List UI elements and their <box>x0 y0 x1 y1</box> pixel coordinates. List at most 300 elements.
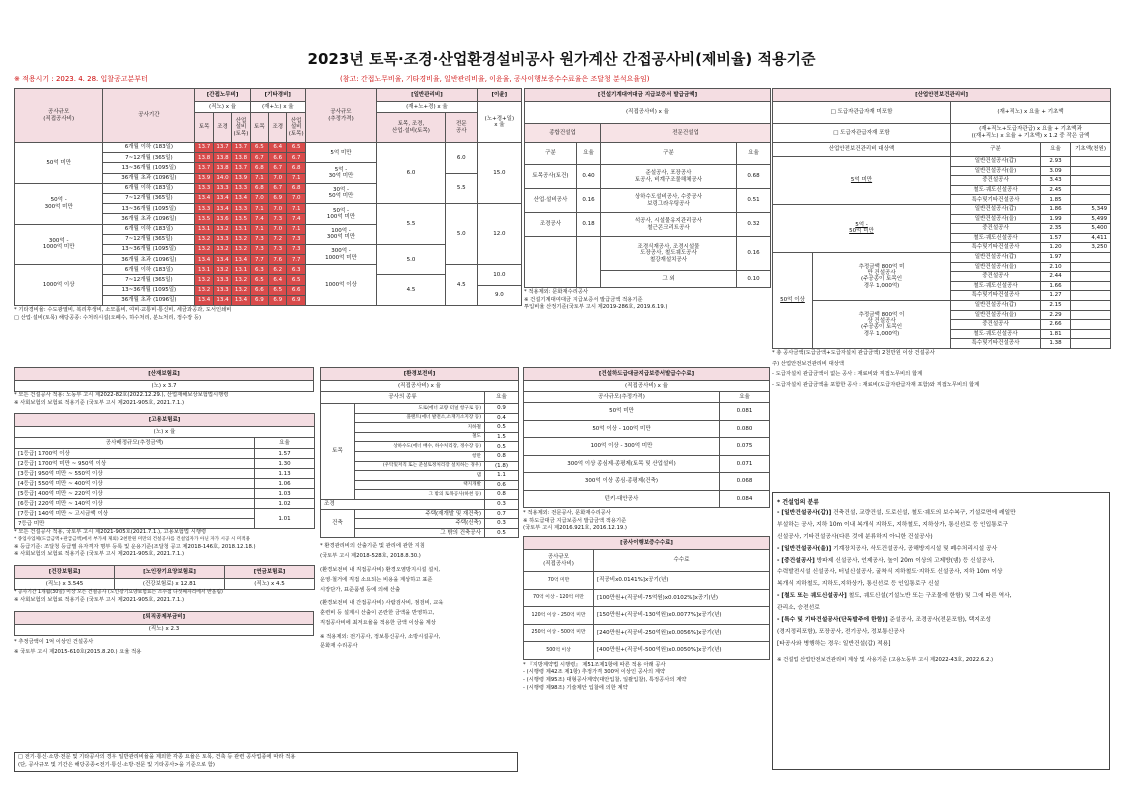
subc-scale: 50억 미만 <box>524 403 720 421</box>
rate-cell: 7.7 <box>287 255 305 265</box>
safety-base <box>1071 176 1111 186</box>
special-header: 전문건설업 <box>601 124 771 143</box>
accident-note: * 모든 건설공사 적용: 노동부 고시 제2022-82호(2022.12.29.), 산업재해보상보험법시행령 <box>14 392 229 398</box>
safety-base <box>1071 185 1111 195</box>
classification-label: - [일반건설공사(갑)] <box>777 510 832 516</box>
period-cell: 7~12개월 (365일) <box>103 153 195 163</box>
admin-special-cell: 5.0 <box>445 204 477 265</box>
rate-cell: 13.3 <box>232 204 250 214</box>
safety-type: 철도·궤도신설공사 <box>951 329 1041 339</box>
rate-cell: 13.6 <box>213 214 231 224</box>
classification-line <box>777 556 1105 568</box>
env-h1: 공사의 종류 <box>321 392 485 404</box>
rate-cell: 7.1 <box>287 224 305 234</box>
period-cell: 7~12개월 (365일) <box>103 275 195 285</box>
safety-base <box>1071 339 1111 349</box>
rate-cell: 13.9 <box>195 173 213 183</box>
rate-cell: 13.7 <box>195 163 213 173</box>
estimate-scale-cell: 300억 - 1000억 미만 <box>305 244 376 264</box>
safety-base <box>1071 195 1111 205</box>
rate-cell: 6.8 <box>250 183 268 193</box>
admin-special-cell: 4.5 <box>445 265 477 306</box>
rate-cell: 7.0 <box>269 173 287 183</box>
subc-note: * 적용제외: 전문공사, 문화재수리공사 <box>523 510 611 516</box>
subc-row <box>524 403 770 421</box>
employment-rate: 1.01 <box>255 509 315 529</box>
header-other-expenses: [기타경비] <box>250 89 305 102</box>
special-type: 준설공사, 포장공사 토공사, 비계구조물해체공사 <box>601 165 737 189</box>
safety-group-1: 5억 미만 <box>773 157 951 205</box>
table-row <box>15 427 315 438</box>
employment-row <box>15 499 315 509</box>
safety-rate: 2.45 <box>1041 185 1071 195</box>
admin-rate-cell: 6.0 <box>377 143 446 204</box>
scale-cell: 50억 - 300억 미만 <box>15 183 103 224</box>
safety-title: [산업안전보건관리비] <box>773 89 1111 102</box>
safety-rate: 2.93 <box>1041 157 1071 167</box>
employment-formula: (노) x 율 <box>15 427 315 438</box>
safety-rate: 1.27 <box>1041 291 1071 301</box>
bottom-note <box>14 752 518 772</box>
rate-cell: 7.0 <box>269 204 287 214</box>
sub-header: 산업 설비 (토목) <box>287 113 305 143</box>
env-rate: (1.8) <box>485 461 519 471</box>
subc-h2: 요율 <box>720 392 770 403</box>
safety-type: 특수및기타건설공사 <box>951 243 1041 253</box>
rate-cell: 6.6 <box>250 285 268 295</box>
safety-base <box>1071 291 1111 301</box>
general-type: 산업·설비공사 <box>525 189 577 213</box>
classification-title: * 건설업의 분류 <box>777 499 820 506</box>
profit-cell: 15.0 <box>477 143 521 204</box>
rate-cell: 13.7 <box>195 143 213 153</box>
safety-rate: 1.38 <box>1041 339 1071 349</box>
table-row <box>15 579 315 590</box>
safety-opt2-formula: ((재+직노) x 요율 + 기초액) x 1.2 중 작은 금액 <box>971 133 1090 139</box>
special-rate: 0.32 <box>737 213 771 237</box>
safety-base: 4,411 <box>1071 233 1111 243</box>
header-scale: 공사규모 (직접공사비) <box>15 89 103 143</box>
env-rate: 0.5 <box>485 442 519 452</box>
rate-header: 요율 <box>737 143 771 165</box>
safety-type-header: 구분 <box>951 143 1041 157</box>
table-row <box>525 165 771 189</box>
table-row <box>525 237 771 271</box>
rate-cell: 13.2 <box>213 244 231 254</box>
bottom-note-line: (단, 공사규모 및 기간은 해당공종<전기·통신·소방·전문 및 기타공사>을 기준으로 함) <box>18 761 215 768</box>
employment-grade: 7등급 미만 <box>15 519 255 529</box>
employment-grade: [3등급] 950억 미만 ~ 550억 이상 <box>15 469 255 479</box>
table-row <box>15 566 315 579</box>
table-row <box>321 392 519 404</box>
table-row <box>15 624 314 635</box>
perf-scale: 120억 이상 - 250억 미만 <box>524 607 594 625</box>
estimate-scale-cell: 50억 - 100억 미만 <box>305 204 376 224</box>
env-group-landscape: 조경 <box>321 499 485 509</box>
rate-cell: 13.2 <box>195 285 213 295</box>
safety-note: * 총 공사금액(도급금액+도급자설치 관급금액) 2천만원 이상 건설공사 <box>772 349 935 356</box>
env-type: 주택(신축) <box>355 519 485 529</box>
safety-opt2: □ 도급자관급자재 포함 <box>773 124 951 143</box>
subc-row <box>524 420 770 438</box>
sub-header: 조경 <box>269 113 287 143</box>
rate-cell: 6.8 <box>287 183 305 193</box>
rate-cell: 13.8 <box>195 153 213 163</box>
classification-text: 기계장치공사, 삭도건설공사, 공해방지시설 및 폐수처리시설 공사 <box>831 545 998 552</box>
rate-cell: 13.2 <box>232 234 250 244</box>
safety-type: 특수및기타건설공사 <box>951 291 1041 301</box>
special-type: 조경식재공사, 조경시설물 도장공사, 철도궤도공사 철강재설치공사 <box>601 237 737 271</box>
rate-cell: 14.0 <box>213 173 231 183</box>
classification-text: 신설공사, 기타건설공사(다른 것에 분류하지 아니한 건설공사) <box>777 533 933 540</box>
perf-scale: 70억 이상 - 120억 미만 <box>524 589 594 607</box>
table-row <box>773 89 1111 102</box>
subc-row <box>524 455 770 473</box>
employment-rate: 1.02 <box>255 499 315 509</box>
env-formula: (직접공사비) x 율 <box>321 381 519 392</box>
rate-cell: 13.7 <box>232 143 250 153</box>
rate-cell: 6.5 <box>287 143 305 153</box>
safety-opt1-formula: (재+직노) x 요율 + 기초액 <box>951 102 1111 124</box>
employment-h2: 요율 <box>255 438 315 449</box>
safety-rate: 3.09 <box>1041 166 1071 176</box>
env-note: 시장단가, 표준품셈 등에 의해 산출 <box>320 586 401 593</box>
special-type: 그 외 <box>601 271 737 288</box>
accident-formula: (노) x 3.7 <box>15 381 314 392</box>
perf-note: - (시행령 제42조 제1항) 추정가격 300억 이상인 공사의 계약 <box>523 669 666 676</box>
rate-cell: 7.0 <box>269 224 287 234</box>
rate-cell: 6.8 <box>250 163 268 173</box>
safety-type: 일반건설공사(갑) <box>951 252 1041 262</box>
admin-special-cell: 6.0 <box>445 143 477 174</box>
accident-note: ※ 사회보험의 보험료 적용기준 (국토부 고시 제2021-905호, 2021.7.1.) <box>14 399 185 406</box>
safety-type: 중건설공사 <box>951 320 1041 330</box>
env-rate: 0.6 <box>485 480 519 490</box>
estimate-scale-cell: 5억 - 30억 미만 <box>305 163 376 183</box>
safety-rate: 2.29 <box>1041 310 1071 320</box>
table-cell <box>525 237 577 288</box>
guarantee-note: * 적용제외: 문화재수리공사 <box>524 289 589 295</box>
special-rate: 0.51 <box>737 189 771 213</box>
table-row <box>525 89 771 102</box>
rate-header: 요율 <box>577 143 601 165</box>
subc-rate: 0.080 <box>720 420 770 438</box>
env-rate: 0.8 <box>485 490 519 500</box>
perf-note: - (시행령 제98조) 기술제안 입찰에 의한 계약 <box>523 684 628 691</box>
rate-cell: 6.3 <box>287 265 305 275</box>
guarantee-section <box>524 88 770 312</box>
rate-cell: 6.7 <box>269 163 287 173</box>
main-rate-table <box>14 88 522 322</box>
period-cell: 13~36개월 (1095일) <box>103 204 195 214</box>
classification-foot: ※ 건설업 산업안전보건관리비 계상 및 사용기준 (고용노동부 고시 제2022-43호, 2022.6.2.) <box>777 656 994 663</box>
safety-row <box>773 157 1111 167</box>
table-row <box>15 438 315 449</box>
general-rate: 0.16 <box>577 189 601 213</box>
env-rate: 0.5 <box>485 528 519 538</box>
env-note: (환경보전비 내 간접공사비) 사람검사비, 점검비, 교육 <box>320 600 444 607</box>
perf-fee: [100만원+(직공비-75억원)x0.0102%]x공기(년) <box>594 589 770 607</box>
safety-rate: 3.43 <box>1041 176 1071 186</box>
env-rate: 0.8 <box>485 451 519 461</box>
env-note: 문화재 수리공사 <box>320 643 358 650</box>
employment-row <box>15 509 315 519</box>
rate-cell: 13.3 <box>213 234 231 244</box>
table-row <box>525 124 771 143</box>
perf-title: [공사이행보증수수료] <box>524 537 770 550</box>
subc-row <box>524 490 770 508</box>
classification-label: - [철도 또는 궤도신설공사] <box>777 593 847 600</box>
table-row <box>773 143 1111 157</box>
rate-cell: 13.4 <box>232 255 250 265</box>
classification-text: 철도, 궤도신설(기설노반 또는 구조물에 한함) 및 그에 따른 역사, <box>846 593 1012 600</box>
rate-cell: 13.2 <box>213 224 231 234</box>
employment-note: * 종업사업체(도급금액+관급금액)에서 부가세 제외) 2천만원 미만의 건설공사를 건설업자가 아닌 자가 시공 시 미적용 <box>14 537 251 543</box>
env-row <box>321 499 519 509</box>
table-row <box>525 189 771 213</box>
type-header: 구분 <box>601 143 737 165</box>
rate-cell: 13.4 <box>213 204 231 214</box>
page-title: 2023년 토목·조경·산업환경설비공사 원가계산 간접공사비(제비율) 적용기준 <box>307 50 816 68</box>
rate-cell: 7.3 <box>287 234 305 244</box>
safety-rate: 2.15 <box>1041 300 1071 310</box>
employment-note: * 모든 건설공사 적용, 국토부 고시 제2021-905호(2021.7.1.), 고용보험법 시행령 <box>14 529 207 536</box>
rate-cell: 7.3 <box>269 214 287 224</box>
rate-cell: 7.0 <box>287 193 305 203</box>
safety-rate: 1.97 <box>1041 252 1071 262</box>
type-header: 구분 <box>525 143 577 165</box>
classification-line <box>777 591 1105 603</box>
table-cell <box>577 237 601 288</box>
subc-note: (국토부 고시 제2016.921호, 2016.12.19.) <box>523 525 627 532</box>
admin-rate-cell: 5.0 <box>377 244 446 275</box>
classification-box <box>772 492 1110 770</box>
safety-type: 일반건설공사(갑) <box>951 157 1041 167</box>
rate-cell: 13.8 <box>232 153 250 163</box>
safety-base-header: 기초액(천원) <box>1071 143 1111 157</box>
env-type: 주택(재개발 및 재건축) <box>355 509 485 519</box>
rate-cell: 13.3 <box>195 183 213 193</box>
retire-note: * 추정금액이 1억 이상인 건설공사 <box>14 638 94 645</box>
rate-cell: 6.6 <box>287 285 305 295</box>
rate-cell: 13.2 <box>195 234 213 244</box>
special-type: 석공사, 시설물유지관리공사 철근콘크리트공사 <box>601 213 737 237</box>
employment-rate: 1.57 <box>255 449 315 459</box>
perf-scale: 70억 미만 <box>524 572 594 590</box>
safety-rate: 1.20 <box>1041 243 1071 253</box>
safety-base <box>1071 281 1111 291</box>
subc-rate: 0.075 <box>720 438 770 456</box>
table-row <box>321 381 519 392</box>
perf-row <box>524 589 770 607</box>
rate-cell: 6.7 <box>287 153 305 163</box>
sub-header: 토목 <box>250 113 268 143</box>
rate-cell: 13.4 <box>195 255 213 265</box>
classification-line <box>777 579 1105 591</box>
table-row <box>321 368 519 381</box>
classification-text: 건축건설, 교량건설, 도로신설, 철도·궤도의 보수복구, 기설로면에 레일만 <box>831 510 1016 516</box>
subc-scale: 턴키·대안공사 <box>524 490 720 508</box>
period-cell: 6개월 이하 (183일) <box>103 224 195 234</box>
other-expense-note: * 기타경비율: 수도광열비, 복리후생비, 소모품비, 여비·교통비·통신비, 세금과공과, 도서인쇄비 <box>14 307 232 313</box>
employment-note: ※ 사회보험의 보험료 적용기준 (국토부 고시 제2021-905호, 2021.7.1.) <box>14 551 185 558</box>
table-row <box>525 102 771 124</box>
env-type: 항만 <box>355 451 485 461</box>
env-type: 철도 <box>355 432 485 442</box>
env-type: 도로(에너 교량 터널 항구로 등) <box>355 404 485 414</box>
safety-group-3a: 추정금액 800억 미 만 건설공사 (주공종이 토목인 경우 1,000억) <box>813 252 951 300</box>
classification-text: 관리소, 승전선로 <box>777 605 820 611</box>
admin-special-cell: 5.5 <box>445 173 477 204</box>
subc-scale: 100억 이상 - 300억 미만 <box>524 438 720 456</box>
header-period: 공사기간 <box>103 89 195 143</box>
safety-rate: 1.85 <box>1041 195 1071 205</box>
rate-cell: 6.4 <box>269 143 287 153</box>
table-row <box>15 611 314 624</box>
safety-base: 5,349 <box>1071 204 1111 214</box>
rate-cell: 13.4 <box>213 255 231 265</box>
employment-row <box>15 479 315 489</box>
env-type: (우탁및저직 또는 준설토정처리장 설치하는 경우) <box>355 461 485 471</box>
safety-base <box>1071 272 1111 282</box>
perf-fee: [240만원+(직공비-250억원)x0.0056%]x공기(년) <box>594 624 770 642</box>
perf-row <box>524 642 770 660</box>
safety-rate: 2.66 <box>1041 320 1071 330</box>
safety-base: 3,250 <box>1071 243 1111 253</box>
rate-cell: 13.9 <box>232 173 250 183</box>
employment-row <box>15 459 315 469</box>
employment-rate: 1.13 <box>255 469 315 479</box>
rate-cell: 13.2 <box>232 285 250 295</box>
rate-cell: 13.3 <box>213 183 231 193</box>
rate-row <box>15 143 522 153</box>
estimate-scale-cell: 5억 미만 <box>305 143 376 163</box>
perf-scale: 500억 이상 <box>524 642 594 660</box>
classification-label: - [중건설공사] <box>777 557 815 564</box>
rate-cell: 7.1 <box>250 173 268 183</box>
rate-cell: 6.8 <box>287 163 305 173</box>
safety-row <box>773 252 1111 262</box>
subc-rate: 0.084 <box>720 490 770 508</box>
perf-row <box>524 572 770 590</box>
rate-cell: 13.4 <box>232 193 250 203</box>
employment-grade: [1등급] 1700억 이상 <box>15 449 255 459</box>
retire-note: ※ 국토부 고시 제2015-610호(2015.8.20.) 요율 적용 <box>14 649 142 656</box>
special-rate: 0.10 <box>737 271 771 288</box>
safety-rate: 1.57 <box>1041 233 1071 243</box>
profit-cell: 12.0 <box>477 204 521 265</box>
env-note: (국토부 고시 제2018-528호, 2018.8.30.) <box>320 553 421 560</box>
classification-label: - [특수 및 기타건설공사(단독발주에 한함)] <box>777 616 888 623</box>
safety-rate-header: 요율 <box>1041 143 1071 157</box>
safety-rate: 1.86 <box>1041 204 1071 214</box>
safety-base <box>1071 320 1111 330</box>
rate-cell: 13.7 <box>213 143 231 153</box>
rate-cell: 13.3 <box>195 204 213 214</box>
retire-formula: (직노) x 2.3 <box>15 624 314 635</box>
rate-cell: 6.9 <box>250 295 268 305</box>
classification-line <box>777 603 1105 615</box>
env-rate: 0.3 <box>485 499 519 509</box>
other-formula: (재+노) x 율 <box>250 102 305 113</box>
classification-line <box>777 532 1105 544</box>
rate-cell: 7.4 <box>250 214 268 224</box>
safety-type: 일반건설공사(을) <box>951 262 1041 272</box>
employment-grade: [5등급] 400억 미만 ~ 220억 이상 <box>15 489 255 499</box>
labor-formula: (직노) x 율 <box>195 102 250 113</box>
rate-cell: 13.3 <box>213 275 231 285</box>
rate-cell: 13.4 <box>232 295 250 305</box>
subc-formula: (직접공사비) x 율 <box>524 381 770 392</box>
special-type: 상하수도설비공사, 수중공사 보링그라우팅공사 <box>601 189 737 213</box>
rate-cell: 13.4 <box>195 295 213 305</box>
guarantee-note: ※ 건설기계대여대금 지급보증서 발급금액 적용기준 <box>524 296 643 303</box>
employment-row <box>15 469 315 479</box>
safety-note: - 도급자설치 관급금액을 포함한 공사 : 재료비(도급자관급자재 포함)와 직접노무비의 합계 <box>772 381 980 388</box>
admin-sub-b: 전문 공사 <box>445 113 477 143</box>
rate-cell: 7.0 <box>250 193 268 203</box>
care-formula: (건강보험료) x 12.81 <box>115 579 225 590</box>
admin-rate-cell: 5.5 <box>377 204 446 245</box>
table-row <box>15 414 315 427</box>
classification-line <box>777 615 1105 627</box>
rate-cell: 13.4 <box>213 193 231 203</box>
safety-note: 주) 산업안전보건관리비 대상액 <box>772 360 844 367</box>
employment-rate: 1.06 <box>255 479 315 489</box>
period-cell: 36개월 초과 (1096일) <box>103 214 195 224</box>
env-rate: 0.7 <box>485 509 519 519</box>
safety-base <box>1071 252 1111 262</box>
admin-rate-cell: 4.5 <box>377 275 446 306</box>
bottom-note-line: □ 전기·통신·소방·전문 및 기타공사의 경우 일반관리비율을 제외한 각종 요율은 토목, 건축 등 관련 공사업종에 따라 적용 <box>18 754 296 760</box>
period-cell: 7~12개월 (365일) <box>103 193 195 203</box>
env-row <box>321 509 519 519</box>
perf-fee: [직공비x0.0141%]x공기(년) <box>594 572 770 590</box>
rate-cell: 13.5 <box>232 214 250 224</box>
employment-h1: 공사배정규모(추정금액) <box>15 438 255 449</box>
rate-cell: 7.4 <box>287 214 305 224</box>
header-profit: [이윤] <box>477 89 521 102</box>
rate-cell: 7.3 <box>269 244 287 254</box>
profit-formula: (노+경+일) x 율 <box>477 102 521 143</box>
safety-base <box>1071 300 1111 310</box>
subc-rate: 0.081 <box>720 403 770 421</box>
rate-cell: 13.2 <box>232 275 250 285</box>
scale-cell: 50억 미만 <box>15 143 103 184</box>
rate-cell: 6.2 <box>269 265 287 275</box>
perf-row <box>524 607 770 625</box>
classification-text: 복개식 지하철도, 지하도,지하상가, 통신선로 등 인입통로구 신설 <box>777 581 940 588</box>
employment-note: ※ 등급기준: 조달청 등급별 유자격자 명부 등록 및 운용기준(조달청 공고 제2018-146호, 2018.12.18.) <box>14 543 256 550</box>
retire-title: [퇴직공제부금비] <box>15 611 314 624</box>
perf-h2: 수수료 <box>594 550 770 572</box>
rate-cell: 13.3 <box>213 285 231 295</box>
perf-h1: 공사규모 (직접공사비) <box>524 550 594 572</box>
scale-cell: 1000억 이상 <box>15 265 103 306</box>
employment-rate: 1.30 <box>255 459 315 469</box>
classification-text: 방파제 신설공사, 언제공사, 높이 20m 이상의 고제방(댐) 등 신설공사, <box>814 557 995 564</box>
classification-label: - [일반건설공사(을)] <box>777 545 832 552</box>
general-rate: 0.40 <box>577 165 601 189</box>
insurance-column <box>14 367 314 657</box>
safety-rate: 2.44 <box>1041 272 1071 282</box>
subc-row <box>524 438 770 456</box>
rate-cell: 13.1 <box>195 224 213 234</box>
rate-cell: 7.6 <box>269 255 287 265</box>
rate-cell: 6.5 <box>250 143 268 153</box>
rate-cell: 7.7 <box>250 255 268 265</box>
safety-type: 특수및기타건설공사 <box>951 339 1041 349</box>
